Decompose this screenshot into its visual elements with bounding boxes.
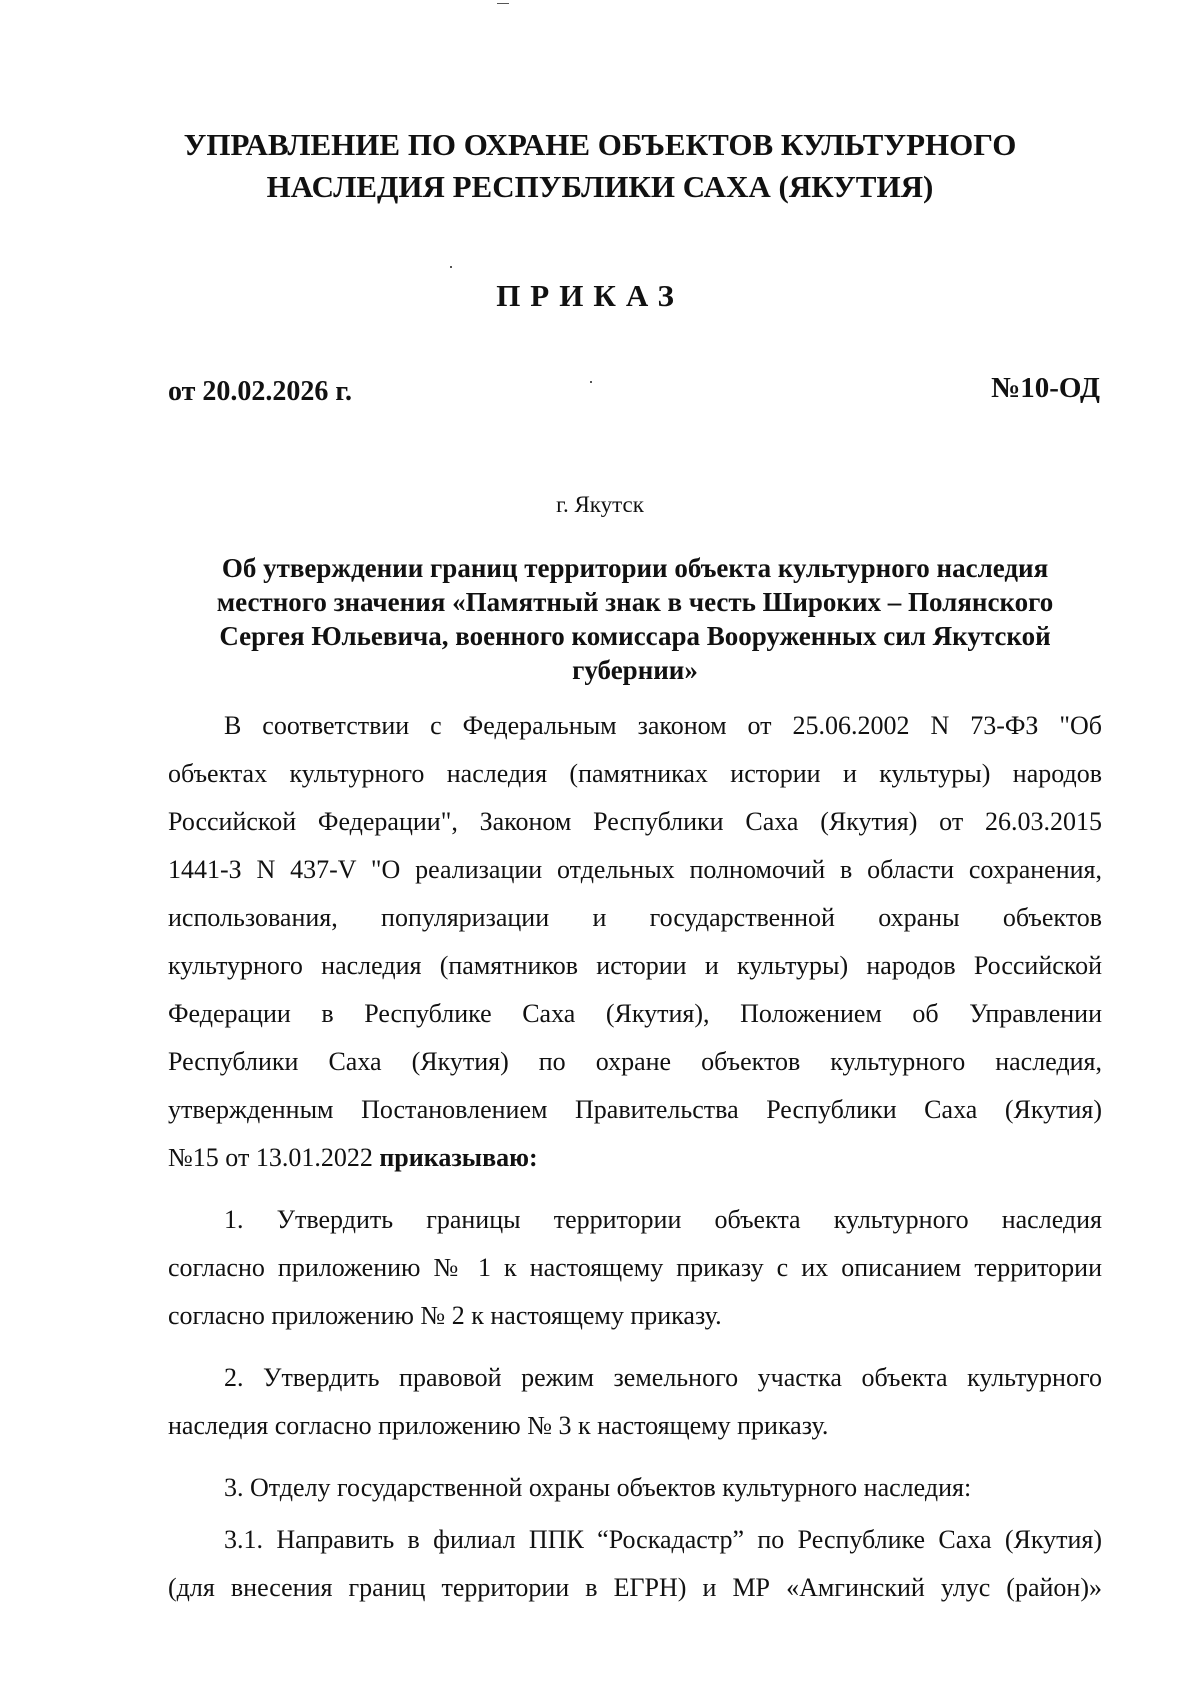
item-2 bbox=[168, 1354, 1102, 1450]
preamble-line-4: 1441-З N 437-V "О реализации отдельных полномочий в области сохранения, bbox=[168, 855, 1102, 884]
decree-keyword: приказываю: bbox=[379, 1143, 538, 1172]
subject-line-4: губернии» bbox=[572, 655, 698, 685]
order-number: №10-ОД bbox=[991, 372, 1100, 404]
item-2-line-1: 2. Утвердить правовой режим земельного участка объекта культурного bbox=[224, 1363, 1102, 1392]
item-3 bbox=[168, 1464, 1102, 1512]
preamble-line-5 bbox=[168, 894, 1102, 942]
preamble-word: использования, bbox=[168, 903, 338, 932]
agency-title bbox=[0, 124, 1200, 208]
preamble-line-1: В соответствии с Федеральным законом от 25.06.2002 N 73-ФЗ "Об bbox=[224, 711, 1102, 740]
agency-title-line-1: УПРАВЛЕНИЕ ПО ОХРАНЕ ОБЪЕКТОВ КУЛЬТУРНОГО bbox=[183, 127, 1017, 162]
preamble-line-8: Республики Саха (Якутия) по охране объектов культурного наследия, bbox=[168, 1047, 1102, 1076]
item-2-line-2: наследия согласно приложению № 3 к настоящему приказу. bbox=[168, 1411, 829, 1440]
scan-speck bbox=[590, 381, 592, 383]
subject-line-2: местного значения «Памятный знак в честь Широких – Полянского bbox=[216, 587, 1054, 617]
preamble-line-10 bbox=[168, 1134, 1102, 1182]
subject-line-1: Об утверждении границ территории объекта культурного наследия bbox=[221, 553, 1049, 583]
preamble-line-9: утвержденным Постановлением Правительства Республики Саха (Якутия) bbox=[168, 1095, 1102, 1124]
item-3-1 bbox=[168, 1516, 1102, 1612]
scan-speck bbox=[497, 3, 509, 4]
preamble-paragraph bbox=[168, 702, 1102, 1182]
item-1-line-3: согласно приложению № 2 к настоящему приказу. bbox=[168, 1301, 722, 1330]
preamble-line-7: Федерации в Республике Саха (Якутия), Положением об Управлении bbox=[168, 999, 1102, 1028]
decree-basis-text: №15 от 13.01.2022 bbox=[168, 1143, 373, 1172]
item-1-line-1: 1. Утвердить границы территории объекта культурного наследия bbox=[224, 1205, 1102, 1234]
scan-speck bbox=[450, 266, 452, 268]
preamble-word: государственной bbox=[649, 903, 835, 932]
document-type-heading: ПРИКАЗ bbox=[496, 278, 684, 313]
preamble-line-3: Российской Федерации", Законом Республики Саха (Якутия) от 26.03.2015 bbox=[168, 807, 1102, 836]
order-subject bbox=[168, 551, 1102, 687]
item-3-1-line-1: 3.1. Направить в филиал ППК “Роскадастр” по Республике Саха (Якутия) bbox=[224, 1525, 1102, 1554]
order-body bbox=[168, 702, 1102, 1612]
item-3-line-1: 3. Отделу государственной охраны объектов культурного наследия: bbox=[224, 1473, 972, 1502]
item-1 bbox=[168, 1196, 1102, 1340]
item-3-1-line-2: (для внесения границ территории в ЕГРН) и МР «Амгинский улус (район)» bbox=[168, 1573, 1102, 1602]
agency-title-line-2: НАСЛЕДИЯ РЕСПУБЛИКИ САХА (ЯКУТИЯ) bbox=[266, 169, 934, 204]
subject-line-3: Сергея Юльевича, военного комиссара Вооруженных сил Якутской bbox=[219, 621, 1051, 651]
issue-city: г. Якутск bbox=[556, 492, 644, 517]
preamble-word: объектов bbox=[1002, 903, 1102, 932]
preamble-word: охраны bbox=[878, 903, 960, 932]
preamble-word: популяризации bbox=[381, 903, 550, 932]
order-date: от 20.02.2026 г. bbox=[168, 376, 352, 407]
preamble-line-6: культурного наследия (памятников истории и культуры) народов Российской bbox=[168, 951, 1102, 980]
preamble-line-2: объектах культурного наследия (памятниках истории и культуры) народов bbox=[168, 759, 1102, 788]
preamble-word: и bbox=[592, 903, 607, 932]
item-1-line-2: согласно приложению № 1 к настоящему приказу с их описанием территории bbox=[168, 1253, 1102, 1282]
